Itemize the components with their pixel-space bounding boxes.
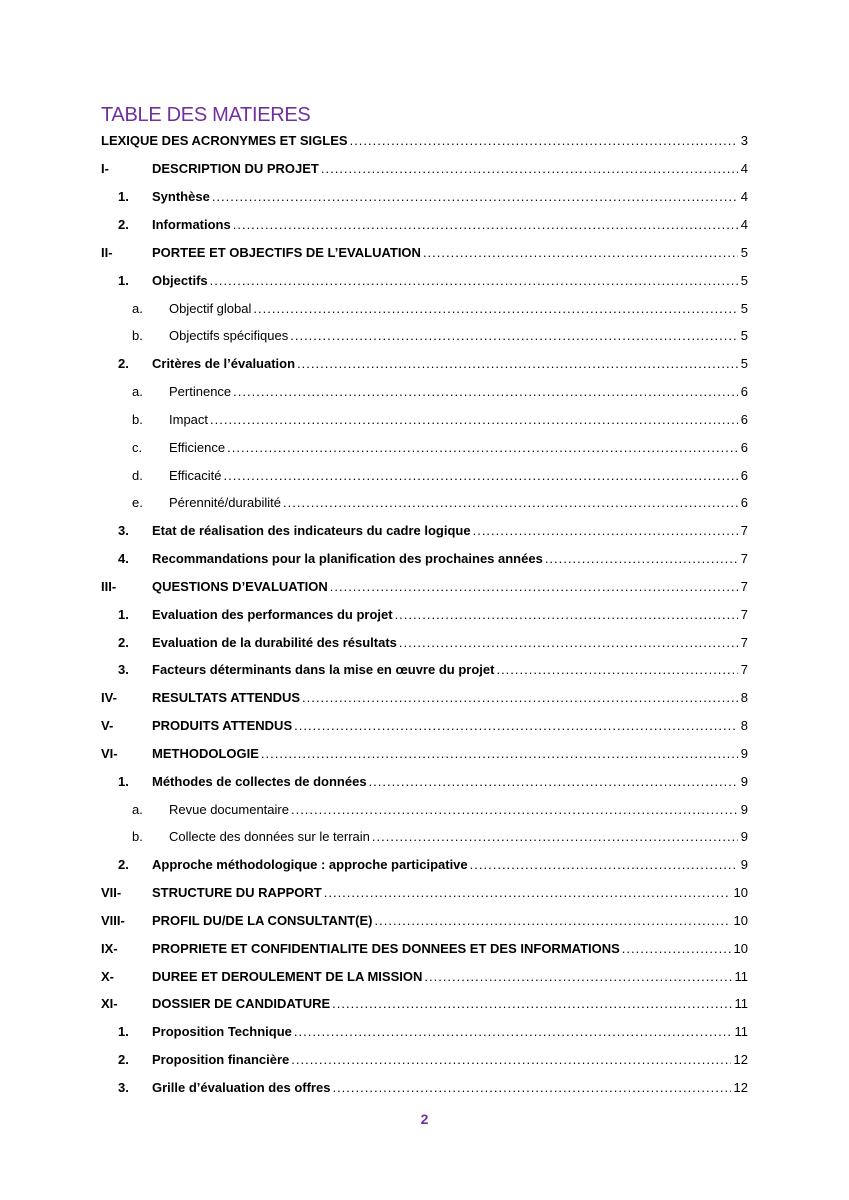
toc-entry-page: 6 bbox=[740, 384, 748, 399]
toc-dot-leader bbox=[294, 718, 738, 734]
toc-entry-page: 5 bbox=[740, 301, 748, 316]
toc-entry-label: Critères de l’évaluation bbox=[152, 356, 296, 371]
toc-entry-label: QUESTIONS D’EVALUATION bbox=[152, 579, 328, 594]
toc-entry-number: 2. bbox=[118, 217, 129, 232]
toc-entry[interactable] bbox=[101, 913, 748, 929]
toc-entry[interactable] bbox=[118, 356, 748, 372]
toc-dot-leader bbox=[496, 662, 737, 678]
toc-entry[interactable] bbox=[118, 607, 748, 623]
toc-entry-label: Synthèse bbox=[152, 189, 210, 204]
toc-entry-page: 12 bbox=[733, 1080, 748, 1095]
toc-entry-label: Etat de réalisation des indicateurs du cadre logique bbox=[152, 523, 471, 538]
toc-dot-leader bbox=[330, 579, 738, 595]
toc-entry-page: 10 bbox=[733, 941, 748, 956]
toc-entry-number: 2. bbox=[118, 356, 129, 371]
toc-entry-number: 1. bbox=[118, 607, 129, 622]
toc-entry-label: Objectif global bbox=[169, 301, 252, 316]
toc-dot-leader bbox=[424, 969, 731, 985]
toc-entry[interactable] bbox=[101, 746, 748, 762]
toc-dot-leader bbox=[470, 857, 738, 873]
toc-dot-leader bbox=[395, 607, 738, 623]
toc-entry-page: 7 bbox=[740, 662, 748, 677]
toc-entry-page: 6 bbox=[740, 412, 748, 427]
toc-entry-label: Objectifs bbox=[152, 273, 208, 288]
toc-entry[interactable] bbox=[132, 412, 748, 428]
toc-dot-leader bbox=[332, 1080, 730, 1096]
toc-entry-label: DOSSIER DE CANDIDATURE bbox=[152, 996, 331, 1011]
toc-entry[interactable] bbox=[101, 969, 748, 985]
toc-entry-number: a. bbox=[132, 301, 143, 316]
toc-entry-label: Proposition Technique bbox=[152, 1024, 292, 1039]
toc-dot-leader bbox=[302, 690, 738, 706]
toc-entry-page: 7 bbox=[740, 607, 748, 622]
toc-entry-page: 11 bbox=[734, 1024, 748, 1039]
toc-dot-leader bbox=[297, 356, 738, 372]
toc-entry-label: PRODUITS ATTENDUS bbox=[152, 718, 293, 733]
toc-entry-number: 2. bbox=[118, 857, 129, 872]
toc-entry-label: STRUCTURE DU RAPPORT bbox=[152, 885, 322, 900]
toc-entry[interactable] bbox=[118, 1024, 748, 1040]
toc-entry-label: Informations bbox=[152, 217, 231, 232]
toc-dot-leader bbox=[545, 551, 738, 567]
toc-entry[interactable] bbox=[132, 301, 748, 317]
toc-entry[interactable] bbox=[118, 551, 748, 567]
toc-entry-page: 8 bbox=[740, 690, 748, 705]
toc-dot-leader bbox=[210, 412, 738, 428]
toc-entry-page: 6 bbox=[740, 468, 748, 483]
toc-dot-leader bbox=[291, 1052, 730, 1068]
toc-dot-leader bbox=[233, 384, 738, 400]
toc-entry[interactable] bbox=[118, 857, 748, 873]
toc-entry-number: 3. bbox=[118, 523, 129, 538]
toc-entry[interactable] bbox=[101, 718, 748, 734]
toc-dot-leader bbox=[224, 468, 738, 484]
toc-dot-leader bbox=[233, 217, 738, 233]
toc-entry-number: 1. bbox=[118, 273, 129, 288]
toc-entry[interactable] bbox=[132, 384, 748, 400]
toc-entry-page: 5 bbox=[740, 356, 748, 371]
toc-entry-number: 2. bbox=[118, 1052, 129, 1067]
toc-entry-number: 3. bbox=[118, 662, 129, 677]
toc-entry-page: 7 bbox=[740, 551, 748, 566]
toc-entry-number: 2. bbox=[118, 635, 129, 650]
toc-dot-leader bbox=[227, 440, 738, 456]
toc-entry-number: 1. bbox=[118, 1024, 129, 1039]
toc-dot-leader bbox=[212, 189, 738, 205]
toc-entry-number: c. bbox=[132, 440, 143, 455]
toc-entry-page: 9 bbox=[740, 829, 748, 844]
toc-dot-leader bbox=[332, 996, 731, 1012]
toc-entry-label: Grille d’évaluation des offres bbox=[152, 1080, 331, 1095]
toc-entry[interactable] bbox=[118, 217, 748, 233]
toc-entry-number: 1. bbox=[118, 774, 129, 789]
toc-entry-label: Approche méthodologique : approche participative bbox=[152, 857, 468, 872]
toc-entry[interactable] bbox=[101, 996, 748, 1012]
toc-entry-page: 4 bbox=[740, 189, 748, 204]
toc-entry-page: 9 bbox=[740, 857, 748, 872]
toc-dot-leader bbox=[324, 885, 731, 901]
toc-entry-number: II- bbox=[101, 245, 113, 260]
toc-entry[interactable] bbox=[101, 941, 748, 957]
toc-dot-leader bbox=[291, 802, 738, 818]
toc-entry-page: 11 bbox=[734, 969, 748, 984]
toc-entry-label: PORTEE ET OBJECTIFS DE L’EVALUATION bbox=[152, 245, 421, 260]
toc-entry[interactable] bbox=[132, 829, 748, 845]
toc-entry-label: Impact bbox=[169, 412, 209, 427]
toc-dot-leader bbox=[321, 161, 738, 177]
toc-entry-label: Efficacité bbox=[169, 468, 222, 483]
toc-entry-number: a. bbox=[132, 802, 143, 817]
toc-entry-number: b. bbox=[132, 328, 143, 343]
toc-entry[interactable] bbox=[118, 774, 748, 790]
toc-dot-leader bbox=[290, 328, 738, 344]
toc-entry-number: VIII- bbox=[101, 913, 125, 928]
toc-entry-label: Pertinence bbox=[169, 384, 232, 399]
toc-entry[interactable] bbox=[118, 273, 748, 289]
toc-entry-label: Evaluation des performances du projet bbox=[152, 607, 393, 622]
toc-entry[interactable] bbox=[132, 440, 748, 456]
toc-dot-leader bbox=[375, 913, 731, 929]
toc-entry-number: III- bbox=[101, 579, 117, 594]
toc-entry-page: 8 bbox=[740, 718, 748, 733]
toc-entry-page: 6 bbox=[740, 495, 748, 510]
toc-entry-label: METHODOLOGIE bbox=[152, 746, 259, 761]
toc-entry-page: 5 bbox=[740, 273, 748, 288]
toc-entry-page: 4 bbox=[740, 161, 748, 176]
toc-dot-leader bbox=[261, 746, 738, 762]
toc-entry[interactable] bbox=[132, 328, 748, 344]
toc-entry-label: DESCRIPTION DU PROJET bbox=[152, 161, 319, 176]
toc-dot-leader bbox=[294, 1024, 732, 1040]
toc-entry-label: LEXIQUE DES ACRONYMES ET SIGLES bbox=[101, 133, 348, 148]
toc-entry-page: 7 bbox=[740, 635, 748, 650]
toc-dot-leader bbox=[210, 273, 738, 289]
toc-entry-number: b. bbox=[132, 829, 143, 844]
toc-entry-label: Collecte des données sur le terrain bbox=[169, 829, 370, 844]
toc-entry-label: Méthodes de collectes de données bbox=[152, 774, 367, 789]
toc-entry-number: a. bbox=[132, 384, 143, 399]
toc-entry[interactable] bbox=[118, 1080, 748, 1096]
toc-entry-label: Pérennité/durabilité bbox=[169, 495, 282, 510]
toc-entry-page: 5 bbox=[740, 245, 748, 260]
toc-entry-label: PROPRIETE ET CONFIDENTIALITE DES DONNEES ET DES INFORMATIONS bbox=[152, 941, 620, 956]
toc-entry-number: 1. bbox=[118, 189, 129, 204]
toc-entry-label: Evaluation de la durabilité des résultats bbox=[152, 635, 397, 650]
toc-entry-page: 7 bbox=[740, 523, 748, 538]
toc-entry[interactable] bbox=[101, 161, 748, 177]
toc-entry[interactable] bbox=[101, 690, 748, 706]
toc-entry[interactable] bbox=[101, 133, 748, 149]
toc-entry-page: 10 bbox=[733, 885, 748, 900]
toc-entry-page: 5 bbox=[740, 328, 748, 343]
toc-entry[interactable] bbox=[118, 635, 748, 651]
toc-entry-number: e. bbox=[132, 495, 143, 510]
toc-entry-page: 6 bbox=[740, 440, 748, 455]
toc-entry-number: 4. bbox=[118, 551, 129, 566]
toc-dot-leader bbox=[473, 523, 738, 539]
toc-entry-label: Recommandations pour la planification des prochaines années bbox=[152, 551, 543, 566]
toc-entry[interactable] bbox=[101, 579, 748, 595]
toc-entry-number: IV- bbox=[101, 690, 117, 705]
toc-entry-page: 3 bbox=[740, 133, 748, 148]
toc-entry-page: 9 bbox=[740, 746, 748, 761]
toc-entry-page: 11 bbox=[734, 996, 748, 1011]
toc-entry-number: V- bbox=[101, 718, 114, 733]
toc-dot-leader bbox=[423, 245, 738, 261]
toc-entry-number: XI- bbox=[101, 996, 118, 1011]
toc-dot-leader bbox=[622, 941, 731, 957]
toc-entry[interactable] bbox=[118, 189, 748, 205]
toc-dot-leader bbox=[283, 495, 738, 511]
toc-entry-page: 10 bbox=[733, 913, 748, 928]
toc-entry-page: 4 bbox=[740, 217, 748, 232]
toc-entry-label: DUREE ET DEROULEMENT DE LA MISSION bbox=[152, 969, 423, 984]
toc-entry-label: Proposition financière bbox=[152, 1052, 290, 1067]
toc-entry-label: Revue documentaire bbox=[169, 802, 289, 817]
toc-entry[interactable] bbox=[132, 802, 748, 818]
toc-entry-label: RESULTATS ATTENDUS bbox=[152, 690, 301, 705]
toc-dot-leader bbox=[399, 635, 738, 651]
toc-entry-number: VII- bbox=[101, 885, 122, 900]
toc-dot-leader bbox=[350, 133, 738, 149]
toc-entry-page: 7 bbox=[740, 579, 748, 594]
toc-title: TABLE DES MATIERES bbox=[101, 104, 311, 126]
toc-entry-label: Efficience bbox=[169, 440, 226, 455]
toc-dot-leader bbox=[253, 301, 737, 317]
toc-entry-number: 3. bbox=[118, 1080, 129, 1095]
toc-entry-number: b. bbox=[132, 412, 143, 427]
toc-entry[interactable] bbox=[118, 1052, 748, 1068]
toc-entry[interactable] bbox=[132, 495, 748, 511]
page-number: 2 bbox=[420, 1111, 429, 1127]
toc-dot-leader bbox=[372, 829, 738, 845]
toc-entry-label: Facteurs déterminants dans la mise en œuvre du projet bbox=[152, 662, 495, 677]
toc-dot-leader bbox=[369, 774, 738, 790]
toc-entry[interactable] bbox=[132, 468, 748, 484]
toc-entry-number: IX- bbox=[101, 941, 118, 956]
toc-entry-number: d. bbox=[132, 468, 143, 483]
toc-entry[interactable] bbox=[101, 885, 748, 901]
toc-entry-number: VI- bbox=[101, 746, 118, 761]
toc-entry[interactable] bbox=[101, 245, 748, 261]
toc-entry-label: Objectifs spécifiques bbox=[169, 328, 289, 343]
toc-entry[interactable] bbox=[118, 662, 748, 678]
toc-entry[interactable] bbox=[118, 523, 748, 539]
toc-entry-number: I- bbox=[101, 161, 109, 176]
toc-entry-page: 12 bbox=[733, 1052, 748, 1067]
toc-entry-page: 9 bbox=[740, 802, 748, 817]
toc-entry-page: 9 bbox=[740, 774, 748, 789]
toc-entry-label: PROFIL DU/DE LA CONSULTANT(E) bbox=[152, 913, 373, 928]
toc-entry-number: X- bbox=[101, 969, 114, 984]
